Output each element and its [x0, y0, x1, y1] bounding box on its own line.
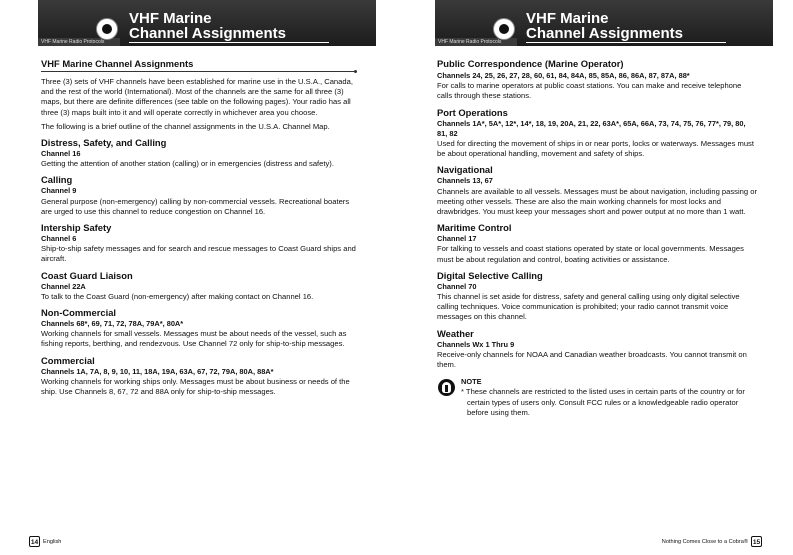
header-strip: VHF Marine Radio Protocols	[435, 38, 517, 46]
section-title: Intership Safety	[41, 222, 112, 234]
cobra-logo-icon	[96, 18, 118, 40]
page-number: 14	[29, 536, 40, 547]
section-title: Port Operations	[437, 106, 508, 118]
section-channels: Channel 22A	[41, 281, 86, 291]
section-text: Receive-only channels for NOAA and Canadian weather broadcasts. You cannot transmit on them.	[437, 349, 747, 370]
section-title: Calling	[41, 174, 73, 186]
page-footer	[29, 536, 61, 547]
section-channels: Channels 1A*, 5A*, 12*, 14*, 18, 19, 20A, 21, 22, 63A*, 65A, 66A, 73, 74, 75, 76, 77*, 79, 80, 81, 82	[437, 118, 746, 138]
section-text: To talk to the Coast Guard (non-emergency) after making contact on Channel 16.	[41, 291, 314, 301]
section-channels: Channel 16	[41, 149, 81, 159]
section-text: For talking to vessels and coast stations operated by state or local governments. Messages must be about regulation and control, boating activities or assistance.	[437, 244, 744, 264]
header-title	[526, 11, 683, 41]
section-title: Public Correspondence (Marine Operator)	[437, 58, 624, 69]
section-text: Working channels for working ships only. Messages must be about business or needs of the ship. Use Channels 8, 67, 72 and 88A only for ship-to-ship messages.	[41, 376, 350, 397]
left-page	[0, 0, 396, 555]
section-text: For calls to marine operators at public coast stations. You can make and receive telephone calls through these stations.	[437, 81, 742, 101]
intro-paragraph-2: The following is a brief outline of the channel assignments in the U.S.A. Channel Map.	[41, 121, 330, 131]
section-channels: Channels 1A, 7A, 8, 9, 10, 11, 18A, 19A, 63A, 67, 72, 79A, 80A, 88A*	[41, 366, 274, 376]
header-title-line2: Channel Assignments	[129, 25, 286, 42]
section-title: Maritime Control	[437, 222, 512, 234]
note-icon	[438, 379, 455, 396]
note-label: NOTE	[461, 377, 482, 387]
section-text: Channels are available to all vessels. Messages must be about navigation, including passing or meeting other vessels. These are also the main working channels for most locks and drawbridges. You must keep your messages short and power output at no more than 1 watt.	[437, 186, 757, 217]
footer-tagline: Nothing Comes Close to a Cobra®	[661, 538, 748, 545]
page-footer	[662, 536, 762, 547]
section-title: Weather	[437, 327, 474, 339]
section-channels: Channel 70	[437, 281, 477, 291]
section-title: Commercial	[41, 354, 95, 366]
left-content	[41, 58, 357, 397]
section-title: Non-Commercial	[41, 307, 117, 319]
section-channels: Channels 13, 67	[437, 176, 493, 186]
section-channels: Channels 24, 25, 26, 27, 28, 60, 61, 84, 84A, 85, 85A, 86, 86A, 87, 87A, 88*	[437, 71, 690, 80]
section-text: This channel is set aside for distress, safety and general calling using only digital selective calling techniques. Voice communication is prohibited; your radio cannot transmit voice messages on this channel.	[437, 292, 740, 322]
note-text: * These channels are restricted to the listed uses in certain parts of the country or for certain types of users only. Consult FCC rules or a knowledgeable radio operator before using them.	[461, 387, 745, 417]
page-number: 15	[751, 536, 762, 547]
section-text: Ship-to-ship safety messages and for search and rescue messages to Coast Guard ships and aircraft.	[41, 244, 356, 264]
section-title: Navigational	[437, 164, 493, 176]
page-heading: VHF Marine Channel Assignments	[41, 58, 194, 69]
cobra-logo-icon	[493, 18, 515, 40]
right-page	[397, 0, 793, 555]
section-channels: Channels 68*, 69, 71, 72, 78A, 79A*, 80A*	[41, 319, 184, 329]
intro-paragraph-1: Three (3) sets of VHF channels have been established for marine use in the U.S.A., Canada, and the rest of the world (International). Most of the channels are the same for all three (3) maps, but there are definite differences (see table on the following pages). Your radio has all three (3) maps built into it and will operate correctly in whichever area you choose.	[41, 77, 353, 117]
header-title-line1: VHF Marine	[129, 10, 212, 27]
page-header	[435, 0, 773, 46]
header-underline	[526, 42, 726, 43]
section-text: Used for directing the movement of ships in or near ports, locks or waterways. Messages must be about operational handling, movement and safety of ships.	[437, 139, 754, 159]
right-content	[437, 58, 757, 418]
header-underline	[129, 42, 329, 43]
section-text: Getting the attention of another station (calling) or in emergencies (distress and safety).	[41, 159, 334, 169]
section-text: General purpose (non-emergency) calling by non-commercial vessels. Recreational boaters are urged to use this channel to reduce congestion on Channel 16.	[41, 196, 350, 216]
section-channels: Channels Wx 1 Thru 9	[437, 339, 515, 349]
section-text: Working channels for small vessels. Messages must be about needs of the vessel, such as fishing reports, berthing, and rendezvous. Use Channel 72 only for ship-to-ship messages.	[41, 329, 347, 349]
section-title: Coast Guard Liaison	[41, 269, 133, 281]
section-channels: Channel 9	[41, 186, 77, 196]
header-title	[129, 11, 286, 41]
header-title-line1: VHF Marine	[526, 10, 609, 27]
heading-rule	[41, 71, 357, 72]
header-title-line2: Channel Assignments	[526, 25, 683, 42]
section-title: Distress, Safety, and Calling	[41, 137, 167, 149]
section-channels: Channel 6	[41, 234, 77, 244]
page-header	[38, 0, 376, 46]
footer-language: English	[43, 538, 62, 545]
section-channels: Channel 17	[437, 234, 477, 244]
header-strip: VHF Marine Radio Protocols	[38, 38, 120, 46]
section-title: Digital Selective Calling	[437, 269, 543, 281]
note-box	[437, 377, 757, 418]
